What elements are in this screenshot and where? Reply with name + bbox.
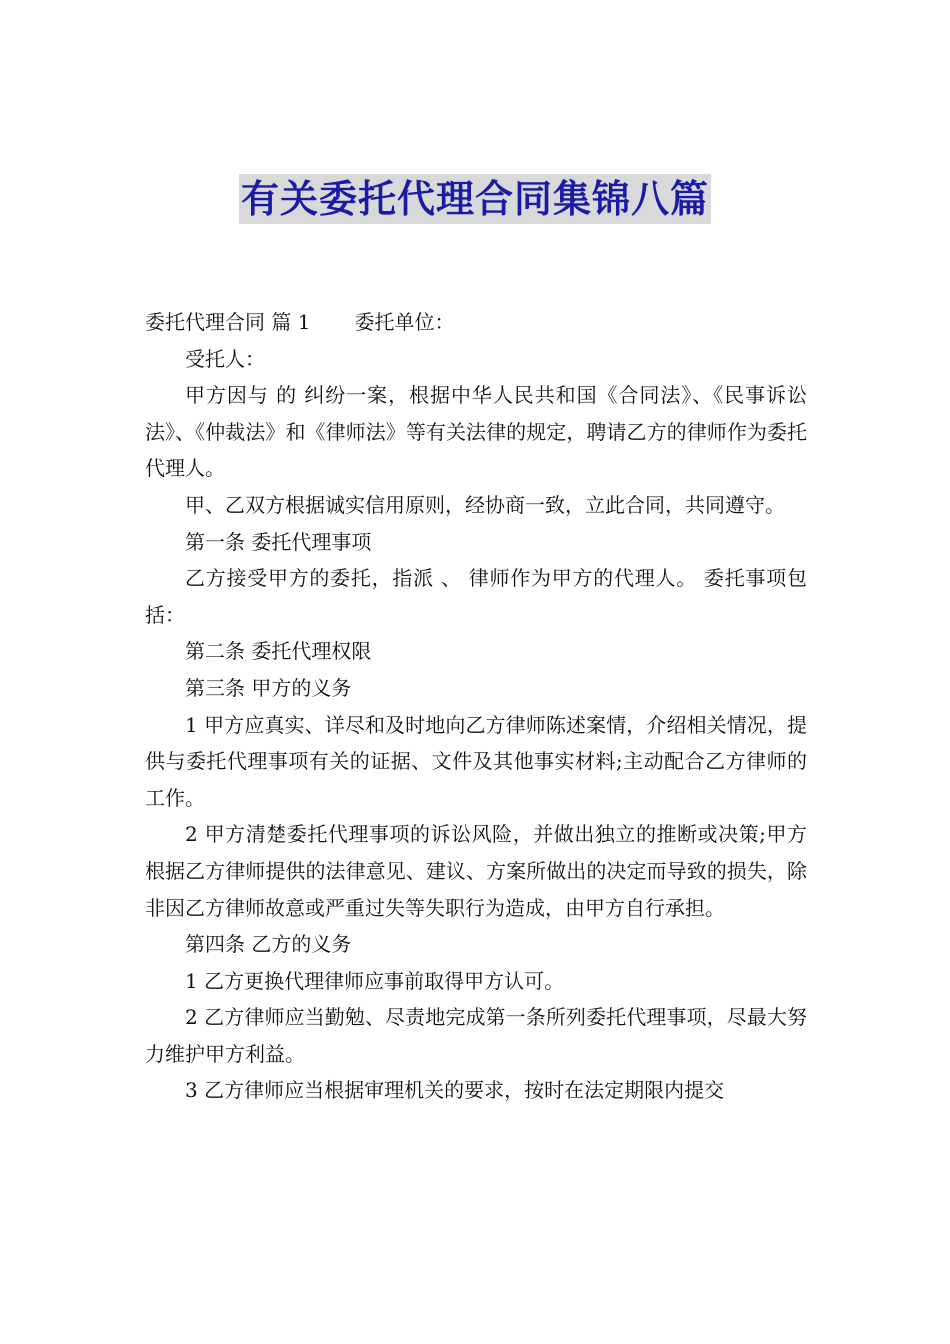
document-title: 有关委托代理合同集锦八篇 — [239, 174, 711, 224]
paragraph: 1 乙方更换代理律师应事前取得甲方认可。 — [185, 968, 565, 993]
article-heading: 第一条 委托代理事项 — [185, 529, 372, 554]
article-heading: 第四条 乙方的义务 — [185, 932, 352, 957]
paragraph: 乙方接受甲方的委托，指派 、 律师作为甲方的代理人。 委托事项包括： — [145, 566, 807, 627]
principal-label: 委托单位： — [354, 310, 455, 334]
contract-heading: 委托代理合同 篇 1 — [145, 310, 311, 334]
title-container — [0, 174, 950, 224]
paragraph: 2 甲方清楚委托代理事项的诉讼风险，并做出独立的推断或决策;甲方根据乙方律师提供的法律意见、建议、方案所做出的决定而导致的损失，除非因乙方律师故意或严重过失等失职行为造成，由甲方自行承担。 — [145, 822, 807, 920]
article-heading: 第三条 甲方的义务 — [185, 675, 352, 700]
paragraph: 3 乙方律师应当根据审理机关的要求，按时在法定期限内提交 — [185, 1078, 725, 1103]
paragraph: 2 乙方律师应当勤勉、尽责地完成第一条所列委托代理事项，尽最大努力维护甲方利益。 — [145, 1005, 807, 1066]
paragraph: 受托人： — [185, 346, 265, 371]
article-heading: 第二条 委托代理权限 — [185, 639, 372, 664]
document-body — [145, 304, 807, 1109]
paragraph: 甲方因与 的 纠纷一案，根据中华人民共和国《合同法》、《民事诉讼法》、《仲裁法》和《律师法》等有关法律的规定，聘请乙方的律师作为委托代理人。 — [145, 383, 807, 481]
first-line — [145, 304, 807, 341]
paragraph: 甲、乙双方根据诚实信用原则，经协商一致，立此合同，共同遵守。 — [185, 492, 785, 517]
paragraph: 1 甲方应真实、详尽和及时地向乙方律师陈述案情，介绍相关情况，提供与委托代理事项有关的证据、文件及其他事实材料;主动配合乙方律师的工作。 — [145, 712, 807, 810]
